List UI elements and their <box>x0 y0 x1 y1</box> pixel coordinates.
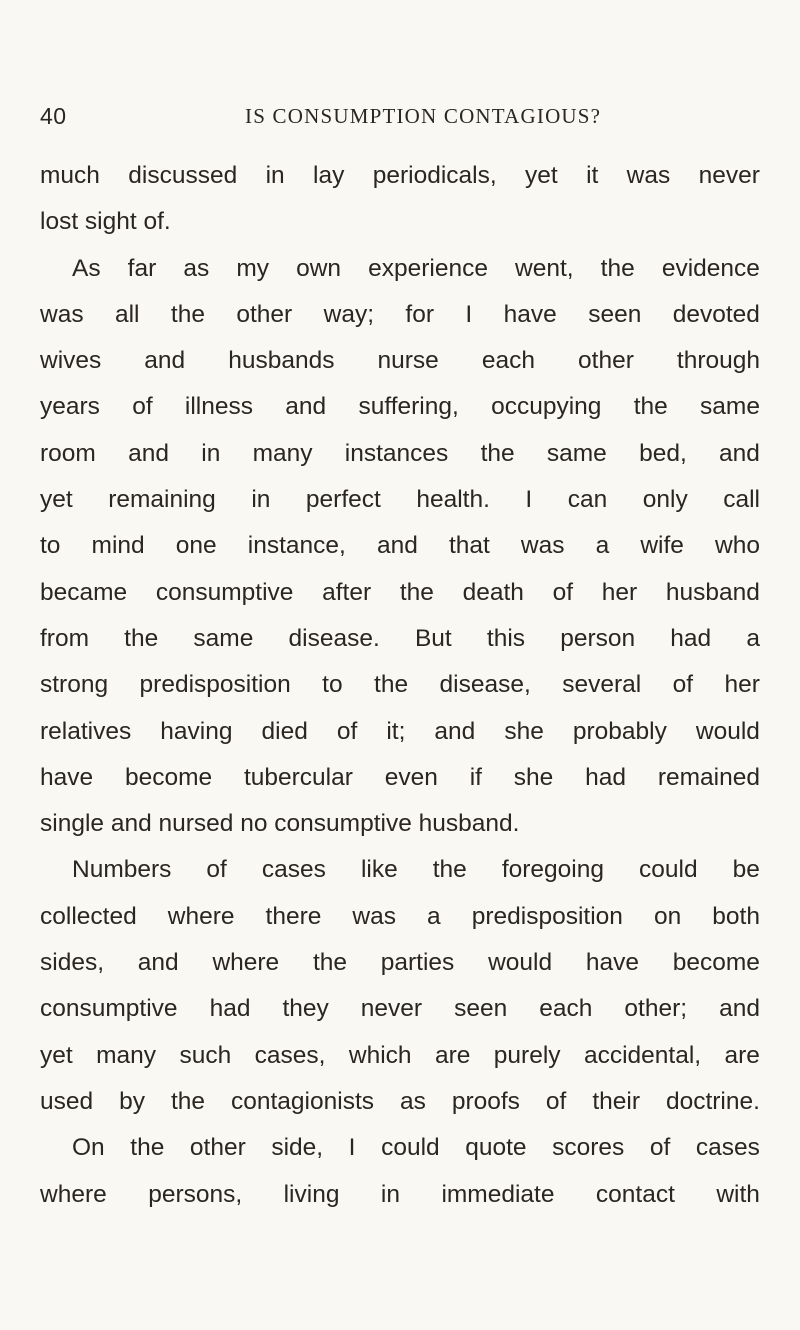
word: the <box>170 300 205 328</box>
word: there <box>265 902 322 930</box>
word: other <box>189 1134 246 1162</box>
text-line <box>40 384 760 430</box>
word: years <box>40 393 100 421</box>
word: and <box>128 439 169 467</box>
text-line <box>40 1172 760 1218</box>
text-line <box>40 709 760 755</box>
word: and <box>434 717 476 745</box>
word: parties <box>380 949 455 977</box>
word: are <box>434 1041 471 1069</box>
word: many <box>252 439 313 467</box>
word: where <box>40 1180 107 1208</box>
word: she <box>513 763 554 791</box>
word: of <box>132 393 153 421</box>
word: and <box>144 347 186 375</box>
word: each <box>539 995 593 1023</box>
word: of <box>552 578 574 606</box>
word: several <box>562 671 642 699</box>
word: periodicals, <box>372 162 497 189</box>
text-line: lost sight of. <box>40 208 171 236</box>
word: their <box>592 1087 640 1115</box>
word: the <box>600 254 635 282</box>
word: collected <box>40 902 137 930</box>
word: be <box>732 856 760 884</box>
word: a <box>427 902 441 930</box>
word: where <box>167 902 235 930</box>
word: only <box>642 486 688 514</box>
word: other <box>578 347 634 375</box>
word: disease. <box>288 624 380 652</box>
word: much <box>40 162 100 189</box>
page-number: 40 <box>40 103 67 129</box>
word: went, <box>515 254 574 282</box>
text-line <box>40 570 760 616</box>
word: by <box>119 1087 145 1115</box>
word: as <box>399 1087 426 1115</box>
word: it <box>586 162 599 189</box>
word: one <box>175 532 217 560</box>
word: yet <box>40 486 73 514</box>
word: relatives <box>40 717 132 745</box>
word: same <box>700 393 760 421</box>
word: the <box>312 949 347 977</box>
word: consumptive <box>40 995 178 1023</box>
body-text <box>40 153 760 1218</box>
word: of <box>672 671 694 699</box>
word: the <box>633 393 668 421</box>
word: in <box>380 1180 400 1208</box>
word: was <box>520 532 565 560</box>
word: yet <box>40 1041 73 1069</box>
word: to <box>322 671 343 699</box>
text-line <box>40 616 760 662</box>
word: was <box>626 162 671 189</box>
text-line: single and nursed no consumptive husband. <box>40 810 520 838</box>
word: have <box>585 949 639 977</box>
text-line <box>40 153 760 199</box>
word: for <box>405 300 435 328</box>
text-line <box>40 755 760 801</box>
word: had <box>209 995 251 1023</box>
word: illness <box>184 393 254 421</box>
word: the <box>480 439 515 467</box>
word: like <box>360 856 398 884</box>
word: a <box>595 532 610 560</box>
word: of <box>545 1087 567 1115</box>
word: same <box>193 624 254 652</box>
word: of <box>206 856 227 884</box>
running-head: IS CONSUMPTION CONTAGIOUS? <box>245 104 602 128</box>
word: if <box>469 763 482 791</box>
word: are <box>724 1041 760 1069</box>
word: cases, <box>254 1041 326 1069</box>
word: all <box>114 300 140 328</box>
word: scores <box>552 1134 625 1162</box>
word: bed, <box>639 439 687 467</box>
word: I <box>348 1134 356 1162</box>
word: this <box>486 624 526 652</box>
word: accidental, <box>583 1041 702 1069</box>
text-line <box>40 477 760 523</box>
word: could <box>381 1134 440 1162</box>
word: disease, <box>439 671 531 699</box>
word: contact <box>595 1180 675 1208</box>
word: contagionists <box>231 1087 375 1115</box>
word: cases <box>695 1134 760 1162</box>
word: through <box>676 347 760 375</box>
word: person <box>560 624 636 652</box>
word: it; <box>386 717 406 745</box>
word: health. <box>416 486 490 514</box>
word: had <box>670 624 712 652</box>
word: foregoing <box>501 856 604 884</box>
word: and <box>285 393 327 421</box>
word: On <box>72 1134 105 1162</box>
word: and <box>376 532 418 560</box>
word: I <box>465 300 473 328</box>
word: remained <box>657 763 760 791</box>
word: death <box>462 578 524 606</box>
word: became <box>40 578 128 606</box>
word: who <box>715 532 760 560</box>
word: But <box>414 624 452 652</box>
word: my <box>236 254 269 282</box>
text-line <box>40 1079 760 1125</box>
word: perfect <box>305 486 381 514</box>
word: as <box>183 254 210 282</box>
word: quote <box>465 1134 527 1162</box>
word: instances <box>344 439 449 467</box>
word: the <box>124 624 159 652</box>
word: lay <box>313 162 345 189</box>
word: had <box>585 763 627 791</box>
word: consumptive <box>155 578 294 606</box>
word: the <box>170 1087 206 1115</box>
text-line <box>40 1033 760 1079</box>
text-line <box>40 894 760 940</box>
word: husband <box>665 578 760 606</box>
word: seen <box>588 300 642 328</box>
word: such <box>179 1041 232 1069</box>
word: in <box>201 439 221 467</box>
paragraph-start-line <box>40 847 760 893</box>
word: have <box>40 763 94 791</box>
word: way; <box>323 300 375 328</box>
word: was <box>40 300 84 328</box>
word: purely <box>493 1041 561 1069</box>
word: have <box>503 300 557 328</box>
word: experience <box>368 254 488 282</box>
text-line <box>40 338 760 384</box>
word: they <box>282 995 329 1023</box>
word: probably <box>572 717 667 745</box>
text-line <box>40 431 760 477</box>
word: become <box>672 949 760 977</box>
word: sides, <box>40 949 105 977</box>
word: own <box>296 254 342 282</box>
text-line <box>40 986 760 1032</box>
word: strong <box>40 671 109 699</box>
word: call <box>723 486 760 514</box>
word: can <box>567 486 608 514</box>
word: and <box>719 995 760 1023</box>
paragraph-start-line <box>40 1125 760 1171</box>
word: her <box>724 671 760 699</box>
word: each <box>481 347 535 375</box>
word: wives <box>40 347 102 375</box>
word: having <box>160 717 233 745</box>
word: could <box>639 856 698 884</box>
word: become <box>124 763 213 791</box>
word: after <box>322 578 372 606</box>
word: died <box>261 717 308 745</box>
text-line <box>40 940 760 986</box>
word: suffering, <box>358 393 459 421</box>
word: the <box>432 856 467 884</box>
word: living <box>283 1180 340 1208</box>
word: nurse <box>377 347 439 375</box>
word: predisposition <box>139 671 291 699</box>
word: which <box>348 1041 412 1069</box>
word: discussed <box>128 162 238 189</box>
word: from <box>40 624 89 652</box>
word: where <box>212 949 280 977</box>
word: wife <box>640 532 684 560</box>
word: As <box>72 254 101 282</box>
word: other <box>236 300 293 328</box>
word: of <box>649 1134 671 1162</box>
word: in <box>265 162 285 189</box>
word: other; <box>624 995 688 1023</box>
word: the <box>130 1134 165 1162</box>
word: predisposition <box>471 902 623 930</box>
word: proofs <box>451 1087 520 1115</box>
word: Numbers <box>72 856 172 884</box>
word: far <box>127 254 157 282</box>
word: seen <box>454 995 508 1023</box>
word: evidence <box>661 254 760 282</box>
word: was <box>352 902 396 930</box>
word: many <box>96 1041 157 1069</box>
word: I <box>525 486 533 514</box>
word: remaining <box>108 486 216 514</box>
word: persons, <box>148 1180 243 1208</box>
word: room <box>40 439 96 467</box>
word: even <box>384 763 438 791</box>
word: both <box>712 902 760 930</box>
word: a <box>746 624 760 652</box>
word: never <box>698 162 760 189</box>
text-line <box>40 662 760 708</box>
word: of <box>336 717 358 745</box>
word: that <box>448 532 490 560</box>
word: mind <box>91 532 145 560</box>
word: the <box>399 578 434 606</box>
word: to <box>40 532 61 560</box>
word: and <box>137 949 179 977</box>
word: husbands <box>228 347 335 375</box>
word: cases <box>261 856 326 884</box>
word: devoted <box>672 300 760 328</box>
word: never <box>360 995 423 1023</box>
word: immediate <box>441 1180 555 1208</box>
word: instance, <box>247 532 346 560</box>
word: occupying <box>491 393 602 421</box>
word: and <box>719 439 760 467</box>
text-line <box>40 292 760 338</box>
word: would <box>488 949 553 977</box>
word: on <box>653 902 682 930</box>
word: same <box>546 439 607 467</box>
word: would <box>695 717 760 745</box>
paragraph-start-line <box>40 246 760 292</box>
word: the <box>374 671 409 699</box>
word: doctrine. <box>665 1087 760 1115</box>
word: tubercular <box>243 763 353 791</box>
page-header <box>40 100 760 134</box>
word: in <box>251 486 271 514</box>
word: used <box>40 1087 94 1115</box>
text-line <box>40 523 760 569</box>
word: side, <box>271 1134 324 1162</box>
word: she <box>504 717 544 745</box>
word: her <box>601 578 638 606</box>
word: yet <box>525 162 558 189</box>
word: with <box>716 1180 760 1208</box>
